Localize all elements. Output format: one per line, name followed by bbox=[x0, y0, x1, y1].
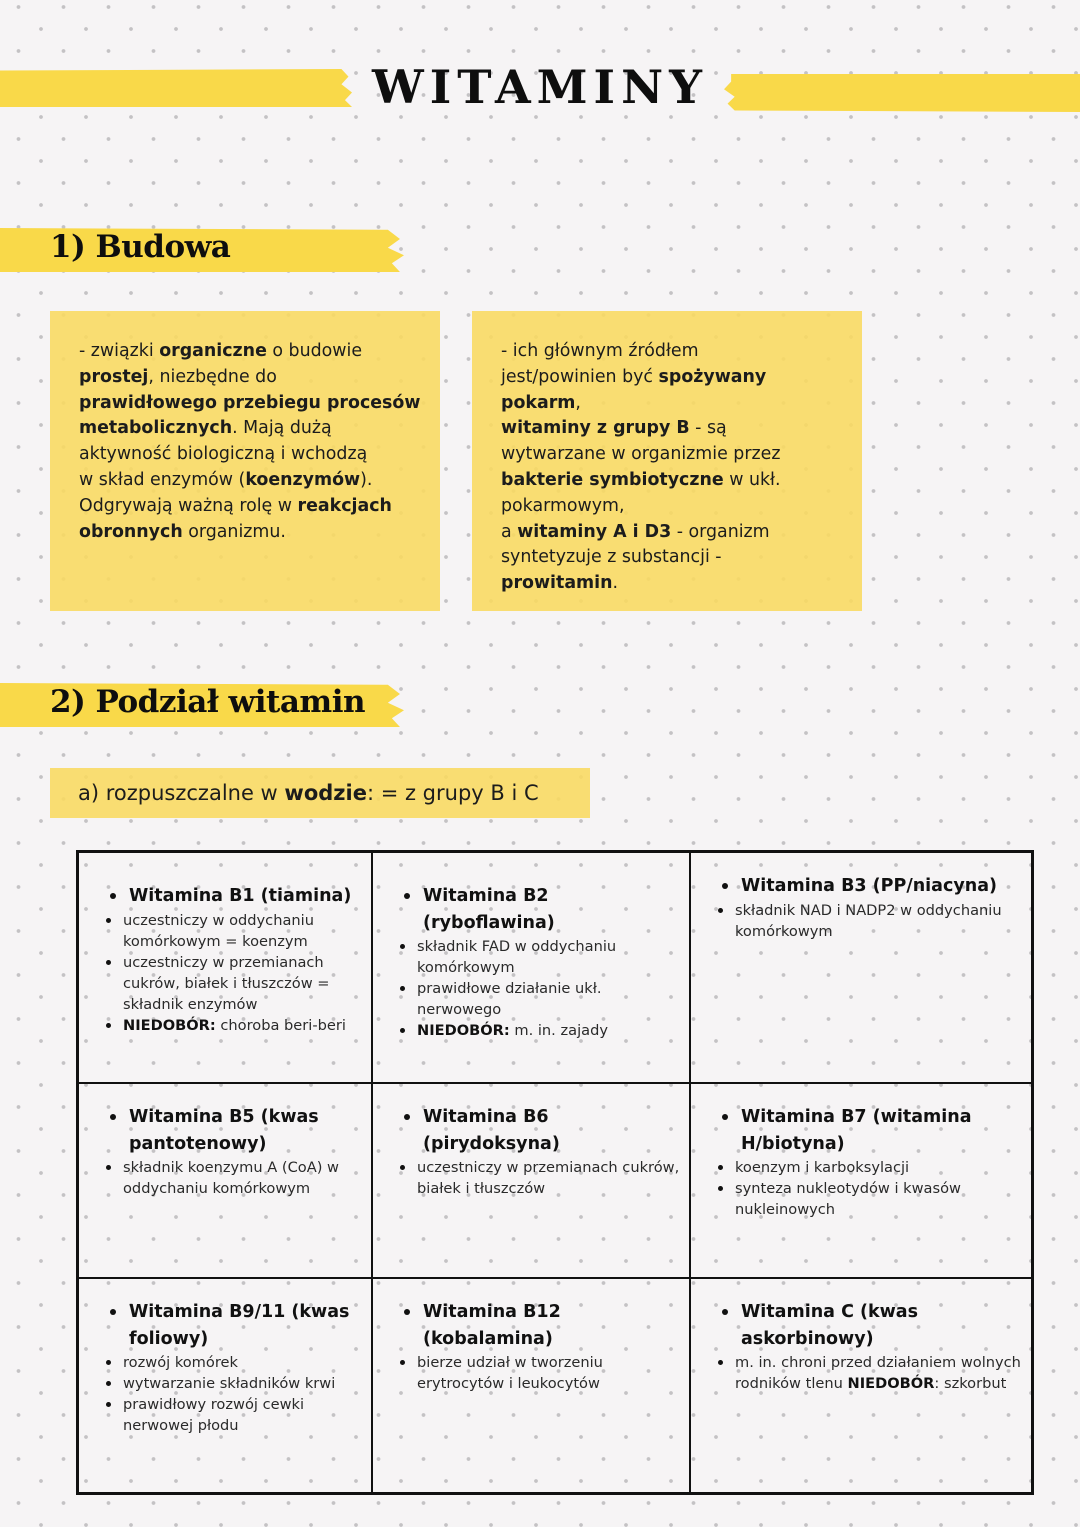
vitamin-facts-list bbox=[79, 910, 371, 1036]
vitamin-name: Witamina B2 (ryboflawina) bbox=[373, 883, 681, 936]
fact-text: uczestniczy w przemianach cukrów, białek i tłuszczów = składnik enzymów bbox=[123, 953, 330, 1013]
text-run: w ukł. bbox=[723, 469, 781, 490]
vitamin-name: Witamina B6 (pirydoksyna) bbox=[373, 1104, 681, 1157]
note-line bbox=[501, 416, 862, 442]
bold-term: prostej bbox=[79, 366, 149, 387]
text-run: ). bbox=[360, 469, 373, 490]
vitamin-fact bbox=[691, 1178, 1025, 1220]
vitamin-fact bbox=[373, 978, 683, 1020]
text-run: a bbox=[501, 521, 518, 542]
vitamin-fact bbox=[373, 936, 683, 978]
note-line bbox=[501, 494, 862, 520]
text-run: organizmu. bbox=[182, 521, 286, 542]
text-run: pokarmowym, bbox=[501, 495, 625, 516]
vitamin-name: Witamina B9/11 (kwas foliowy) bbox=[79, 1299, 363, 1352]
vitamin-name: Witamina C (kwas askorbinowy) bbox=[691, 1299, 1023, 1352]
vitamin-facts-list bbox=[79, 1157, 371, 1199]
fact-text: uczestniczy w oddychaniu komórkowym = koenzym bbox=[123, 911, 314, 950]
vitamin-facts-list bbox=[373, 1352, 689, 1394]
text-run: , niezbędne do bbox=[148, 366, 277, 387]
text-run: aktywność biologiczną i wchodzą bbox=[79, 444, 368, 465]
water-soluble-label bbox=[50, 768, 590, 818]
note-line bbox=[501, 545, 862, 571]
vitamin-fact bbox=[79, 1015, 365, 1036]
deficiency-label: NIEDOBÓR bbox=[847, 1375, 935, 1392]
text-run: - ich głównym źródłem bbox=[501, 341, 699, 361]
page-title: WITAMINY bbox=[372, 60, 708, 114]
text-run: syntetyzuje z substancji - bbox=[501, 547, 722, 568]
vitamin-facts-list bbox=[691, 900, 1031, 942]
vitamin-cell bbox=[373, 1084, 691, 1279]
bold-term: organiczne bbox=[159, 341, 267, 361]
note-line bbox=[79, 339, 440, 365]
note-line bbox=[501, 571, 862, 597]
subheading-prefix: a) rozpuszczalne w bbox=[78, 781, 285, 805]
bold-term: reakcjach bbox=[297, 495, 392, 516]
text-run: - związki bbox=[79, 341, 160, 361]
note-line bbox=[79, 468, 440, 494]
vitamin-facts-list bbox=[691, 1352, 1031, 1394]
note-budowa-sources bbox=[472, 311, 862, 611]
vitamin-facts-list bbox=[373, 936, 689, 1041]
vitamin-fact bbox=[691, 900, 1025, 942]
vitamin-name: Witamina B1 (tiamina) bbox=[79, 883, 363, 910]
vitamin-cell bbox=[691, 1084, 1031, 1279]
bold-term: metabolicznych bbox=[79, 418, 233, 439]
vitamin-facts-list bbox=[691, 1157, 1031, 1220]
text-run: jest/powinien być bbox=[501, 366, 659, 387]
note-line bbox=[79, 442, 440, 468]
note-line bbox=[79, 416, 440, 442]
vitamin-cell bbox=[691, 1279, 1031, 1492]
fact-text: rozwój komórek bbox=[123, 1354, 238, 1371]
bold-term: prawidłowego przebiegu procesów bbox=[79, 392, 421, 413]
note-text bbox=[79, 339, 440, 545]
note-line bbox=[501, 468, 862, 494]
subheading-bold: wodzie bbox=[284, 781, 367, 805]
note-line bbox=[79, 494, 440, 520]
vitamin-fact bbox=[691, 1157, 1025, 1178]
deficiency-label: NIEDOBÓR: bbox=[123, 1016, 216, 1034]
fact-text: m. in. zajady bbox=[509, 1022, 608, 1039]
fact-text: bierze udział w tworzeniu erytrocytów i leukocytów bbox=[417, 1354, 603, 1392]
vitamin-name: Witamina B5 (kwas pantotenowy) bbox=[79, 1104, 363, 1157]
vitamin-cell bbox=[79, 853, 373, 1084]
note-line bbox=[501, 365, 862, 391]
note-budowa-definition bbox=[50, 311, 440, 611]
note-line bbox=[79, 520, 440, 546]
note-line bbox=[79, 365, 440, 391]
fact-text: m. in. chroni przed działaniem wolnych rodników tlenu bbox=[735, 1354, 1021, 1392]
fact-text: synteza nukleotydów i kwasów nukleinowych bbox=[735, 1180, 961, 1218]
vitamin-facts-list bbox=[79, 1352, 371, 1436]
vitamin-cell bbox=[691, 853, 1031, 1084]
fact-text: składnik NAD i NADP2 w oddychaniu komórkowym bbox=[735, 901, 1002, 940]
vitamin-cell bbox=[79, 1279, 373, 1492]
bold-term: prowitamin bbox=[501, 573, 613, 594]
text-run: - organizm bbox=[671, 521, 770, 542]
vitamin-fact bbox=[373, 1157, 683, 1199]
text-run: - są bbox=[689, 418, 727, 439]
vitamin-fact bbox=[79, 910, 365, 952]
deficiency-label: NIEDOBÓR: bbox=[417, 1022, 510, 1039]
vitamin-fact bbox=[79, 952, 365, 1015]
vitamin-cell bbox=[373, 853, 691, 1084]
vitamin-fact bbox=[79, 1157, 365, 1199]
note-text bbox=[501, 339, 862, 597]
vitamin-fact bbox=[373, 1352, 683, 1394]
vitamin-fact bbox=[79, 1394, 365, 1436]
bold-term: witaminy A i D3 bbox=[517, 521, 672, 542]
fact-text: prawidłowe działanie ukł. nerwowego bbox=[417, 980, 602, 1018]
vitamin-fact bbox=[691, 1352, 1025, 1394]
text-run: . bbox=[612, 573, 619, 594]
fact-text: uczestniczy w przemianach cukrów, białek i tłuszczów bbox=[417, 1159, 680, 1197]
text-run: , bbox=[575, 392, 581, 413]
vitamin-fact bbox=[79, 1373, 365, 1394]
vitamin-fact bbox=[373, 1020, 683, 1041]
text-run: o budowie bbox=[266, 341, 363, 361]
vitamin-cell bbox=[373, 1279, 691, 1492]
vitamin-cell bbox=[79, 1084, 373, 1279]
note-line bbox=[79, 391, 440, 417]
bold-term: pokarm bbox=[501, 392, 576, 413]
note-line bbox=[501, 520, 862, 546]
fact-text: prawidłowy rozwój cewki nerwowej płodu bbox=[123, 1396, 305, 1434]
bold-term: spożywany bbox=[658, 366, 767, 387]
bold-term: witaminy z grupy B bbox=[501, 418, 690, 439]
text-run: wytwarzane w organizmie przez bbox=[501, 444, 781, 465]
fact-text: : szkorbut bbox=[934, 1375, 1007, 1392]
bold-term: bakterie symbiotyczne bbox=[501, 469, 724, 490]
fact-text: choroba beri-beri bbox=[215, 1016, 346, 1034]
text-run: . Mają dużą bbox=[232, 418, 332, 439]
vitamin-facts-list bbox=[373, 1157, 689, 1199]
bold-term: obronnych bbox=[79, 521, 183, 542]
text-run: Odgrywają ważną rolę w bbox=[79, 495, 298, 516]
note-line bbox=[501, 442, 862, 468]
section-2-heading: 2) Podział witamin bbox=[50, 684, 366, 720]
fact-text: składnik koenzymu A (CoA) w oddychaniu komórkowym bbox=[123, 1159, 339, 1197]
fact-text: wytwarzanie składników krwi bbox=[123, 1375, 336, 1392]
vitamin-fact bbox=[79, 1352, 365, 1373]
vitamins-table bbox=[76, 850, 1034, 1495]
text-run: w skład enzymów ( bbox=[79, 469, 246, 490]
bold-term: koenzymów bbox=[245, 469, 361, 490]
note-line bbox=[501, 391, 862, 417]
note-line bbox=[501, 339, 862, 365]
vitamin-name: Witamina B12 (kobalamina) bbox=[373, 1299, 681, 1352]
vitamin-name: Witamina B7 (witamina H/biotyna) bbox=[691, 1104, 1023, 1157]
fact-text: składnik FAD w oddychaniu komórkowym bbox=[417, 938, 617, 976]
section-1-heading: 1) Budowa bbox=[50, 229, 231, 265]
subheading-suffix: : = z grupy B i C bbox=[366, 781, 539, 805]
fact-text: koenzym i karboksylacji bbox=[735, 1159, 910, 1176]
vitamin-name: Witamina B3 (PP/niacyna) bbox=[691, 873, 1023, 900]
